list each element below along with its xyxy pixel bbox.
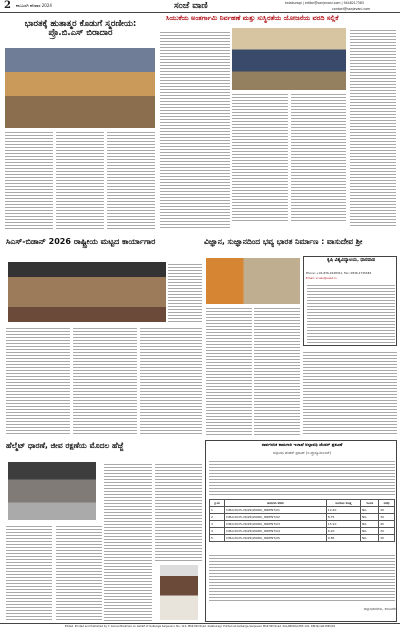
cell: DMA/2025-26/ZK/WORK_INDENT/05 [225,535,326,542]
website: contact@sanjevani.com [332,7,371,11]
col-work: ಕಾಮಗಾರಿ ಹೆಸರು [225,500,326,507]
cell: 2 [210,514,225,521]
story1-body [5,130,53,230]
tender-body [209,459,395,495]
ad-body [307,283,395,343]
story2-body-2 [73,326,137,436]
story2-body-3 [140,326,202,436]
cell: 3 [210,521,225,528]
cell: 12.40 [326,507,360,514]
ad-box [303,256,397,346]
story4-headline: ಹೆಲ್ಮೆಟ್ ಧಾರಣೆ, ಜೀವ ರಕ್ಷಣೆಯ ಮೊದಲ ಹೆಜ್ಜೆ [6,441,124,450]
cell: 30 [379,514,395,521]
story1-headline: ಭಾರತಕ್ಕೆ ಹುತಾತ್ಮರ ಕೊಡುಗೆ ಸ್ಮರಣೀಯ: ಪ್ರೊ.ಬಿ.ಎಸ್ ಬಿರಾದಾರ [24,19,137,38]
story2-side [168,262,202,322]
cell: DMA/2025-26/ZK/WORK_INDENT/01 [225,507,326,514]
tender-notice [205,440,397,622]
cell: 30 [379,528,395,535]
table-row [210,535,395,542]
tender-subheader: ಅಲ್ಪಾವಧಿ ಟೆಂಡರ್ ಪ್ರಕಟಣೆ (ಇ-ಪ್ರೊಕ್ಯೂರ್ಮೆಂಟ್) [272,451,332,455]
strip-body-3 [291,92,346,222]
story3-body [206,306,252,436]
tender-table [209,499,395,542]
photo-ceremony [5,48,155,128]
cell: 1 [210,507,225,514]
col-amount: ಅಂದಾಜು ಮೊತ್ತ [326,500,360,507]
ad-title: ಕೃಷಿ ವಿಶ್ವವಿದ್ಯಾಲಯ, ಧಾರವಾಡ [327,258,375,263]
story3-body-2 [254,306,300,436]
cell: 15.10 [326,521,360,528]
cell: NIL [361,528,379,535]
photo-meeting [232,28,346,90]
ad-email: Email: vcuas@uasd.in [306,276,337,280]
photo-portrait [160,565,198,620]
masthead [0,0,400,13]
ad-phone: Phone: +91-836-2448321, Fax: 0836-2745484 [306,271,372,275]
right-lower-body [303,350,397,436]
photo-swami [206,258,300,304]
tender-notes [209,553,395,603]
page-number: 2 [4,0,11,11]
top-strip-headline: ಸಿಯುಕೆಯ ಅಂತರ್ಗಾಮಿ ನಿರ್ವಹಣೆ ಮತ್ತು ಸುಸ್ಥಿರತೆಯ ಯೋಜನೆಯ ವರದಿ ಸಲ್ಲಿಕೆ [166,14,339,22]
cell: DMA/2025-26/ZK/WORK_INDENT/03 [225,521,326,528]
story2-headline: ಸಿಎಸ್-ಬಿಡಾನ್ 2026 ರಾಷ್ಟ್ರೀಯ ಮಟ್ಟದ ಕಾರ್ಯಾಗಾರ [6,237,156,246]
paper-name: ಸಂಜೆ ವಾಣಿ [174,1,208,11]
cell: 30 [379,507,395,514]
cell: 5 [210,535,225,542]
date-line: ಕಲಬುರಗಿ ಶನಿವಾರ 2024 [16,3,52,8]
story4-body-3 [104,462,152,622]
tender-header: ಸಾರ್ವಜನಿಕ ಕಾಮಗಾರಿ ಇಲಾಖೆ ಅಲ್ಪಾವಧಿ ಟೆಂಡರ್ ಪ್ರಕಟಣೆ [261,442,343,447]
strip-body-2 [232,92,288,222]
table-row [210,514,395,521]
table-row [210,507,395,514]
footer: Edited, Printed and Published by T. Guruschhalmani on behalf of Gulbarga Sanjevani, No. 112, MSK Mill Road, Kalaburagi. Printed at Gulbarga Sanjevani MSK Mill Road, KALABURGI-585 101. RNI No.GR1565/16 [0,623,400,629]
table-row [210,528,395,535]
cell: 8.75 [326,514,360,521]
cell: 45 [379,521,395,528]
story2-body [6,326,70,436]
cell: DMA/2025-26/ZK/WORK_INDENT/02 [225,514,326,521]
cell: NIL [361,521,379,528]
cell: 4 [210,528,225,535]
contact-line: kalaburagi | editor@sanjevani.com | 9448217383 [285,1,364,5]
cell: NIL [361,507,379,514]
story4-body-2 [56,524,102,622]
tender-signature: ಜಿಲ್ಲಾಧಿಕಾರಿಗಳು, ಕಲಬುರಗಿ [363,607,396,611]
cell: NIL [361,535,379,542]
photo-workshop [8,262,166,322]
story4-body-4 [155,462,202,562]
table-row [210,521,395,528]
story3-headline: ವಿಜ್ಞಾನ, ಸುಜ್ಞಾನದಿಂದ ಭವ್ಯ ಭಾರತ ನಿರ್ಮಾಣ : ವಾಸುದೇವ ಶ್ರೀ [204,237,363,246]
tender-table-header [210,500,395,507]
strip-body [160,30,230,230]
photo-helmet [8,462,96,520]
cell: 6.20 [326,528,360,535]
cell: NIL [361,514,379,521]
right-column-body [350,28,396,228]
story4-body [6,524,52,622]
cell: 9.85 [326,535,360,542]
story1-body-2 [56,130,104,230]
story1-body-3 [107,130,155,230]
col-sno: ಕ್ರ.ಸಂ [210,500,225,507]
col-period: ಅವಧಿ [379,500,395,507]
cell: DMA/2025-26/ZK/WORK_INDENT/04 [225,528,326,535]
col-emd: ಇಎಂಡಿ [361,500,379,507]
cell: 30 [379,535,395,542]
